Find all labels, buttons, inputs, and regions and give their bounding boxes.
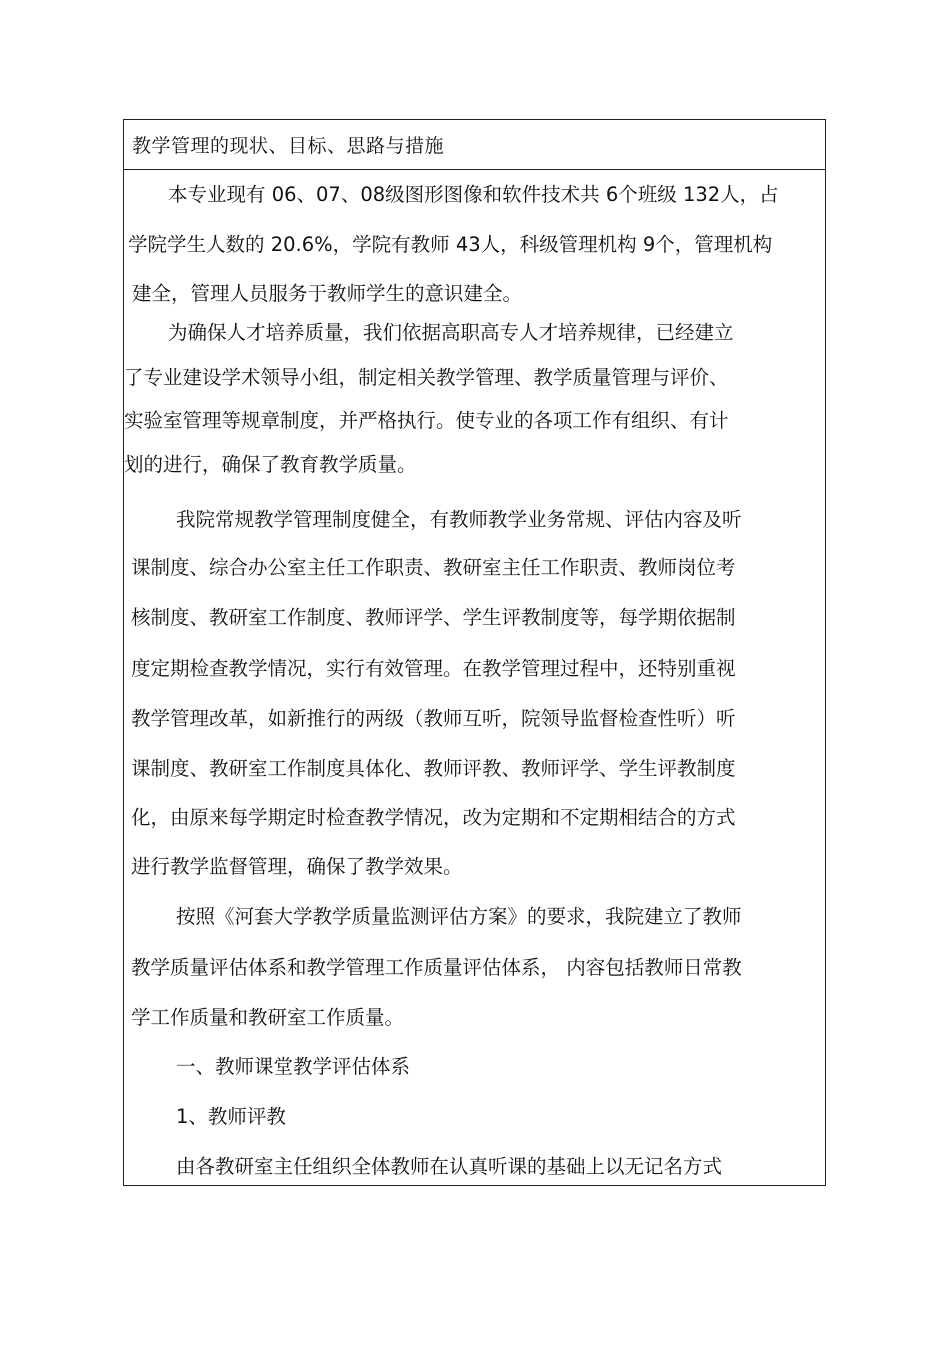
body-line: 本专业现有 06、07、08级图形图像和软件技术共 6个班级 132人，占 (168, 183, 779, 206)
body-line: 教学管理改革，如新推行的两级（教师互听，院领导监督检查性听）听 (131, 707, 736, 730)
section-title: 教学管理的现状、目标、思路与措施 (132, 135, 445, 157)
body-line: 了专业建设学术领导小组，制定相关教学管理、教学质量管理与评价、 (124, 366, 729, 389)
body-line: 为确保人才培养质量，我们依据高职高专人才培养规律，已经建立 (168, 321, 734, 344)
body-line: 课制度、综合办公室主任工作职责、教研室主任工作职责、教师岗位考 (131, 556, 736, 579)
body-line: 我院常规教学管理制度健全，有教师教学业务常规、评估内容及听 (176, 508, 742, 531)
body-line: 划的进行，确保了教育教学质量。 (124, 453, 417, 476)
body-line: 度定期检查教学情况，实行有效管理。在教学管理过程中，还特别重视 (131, 657, 736, 680)
table-header-row (124, 120, 825, 170)
body-line: 化，由原来每学期定时检查教学情况，改为定期和不定期相结合的方式 (131, 806, 736, 829)
document-table (123, 119, 826, 1186)
body-line: 课制度、教研室工作制度具体化、教师评教、教师评学、学生评教制度 (131, 757, 736, 780)
body-line: 建全，管理人员服务于教师学生的意识建全。 (132, 282, 523, 305)
body-line: 实验室管理等规章制度，并严格执行。使专业的各项工作有组织、有计 (124, 409, 729, 432)
body-line: 由各教研室主任组织全体教师在认真听课的基础上以无记名方式 (176, 1155, 723, 1178)
body-line: 核制度、教研室工作制度、教师评学、学生评教制度等，每学期依据制 (131, 606, 736, 629)
body-line: 学工作质量和教研室工作质量。 (131, 1006, 405, 1029)
body-line: 进行教学监督管理，确保了教学效果。 (131, 855, 463, 878)
section-heading: 一、教师课堂教学评估体系 (176, 1055, 411, 1078)
body-line: 按照《河套大学教学质量监测评估方案》的要求，我院建立了教师 (176, 905, 742, 928)
subsection-heading: 1、教师评教 (176, 1105, 286, 1128)
body-line: 教学质量评估体系和教学管理工作质量评估体系， 内容包括教师日常教 (131, 956, 742, 979)
body-line: 学院学生人数的 20.6%，学院有教师 43人，科级管理机构 9个，管理机构 (128, 233, 773, 256)
